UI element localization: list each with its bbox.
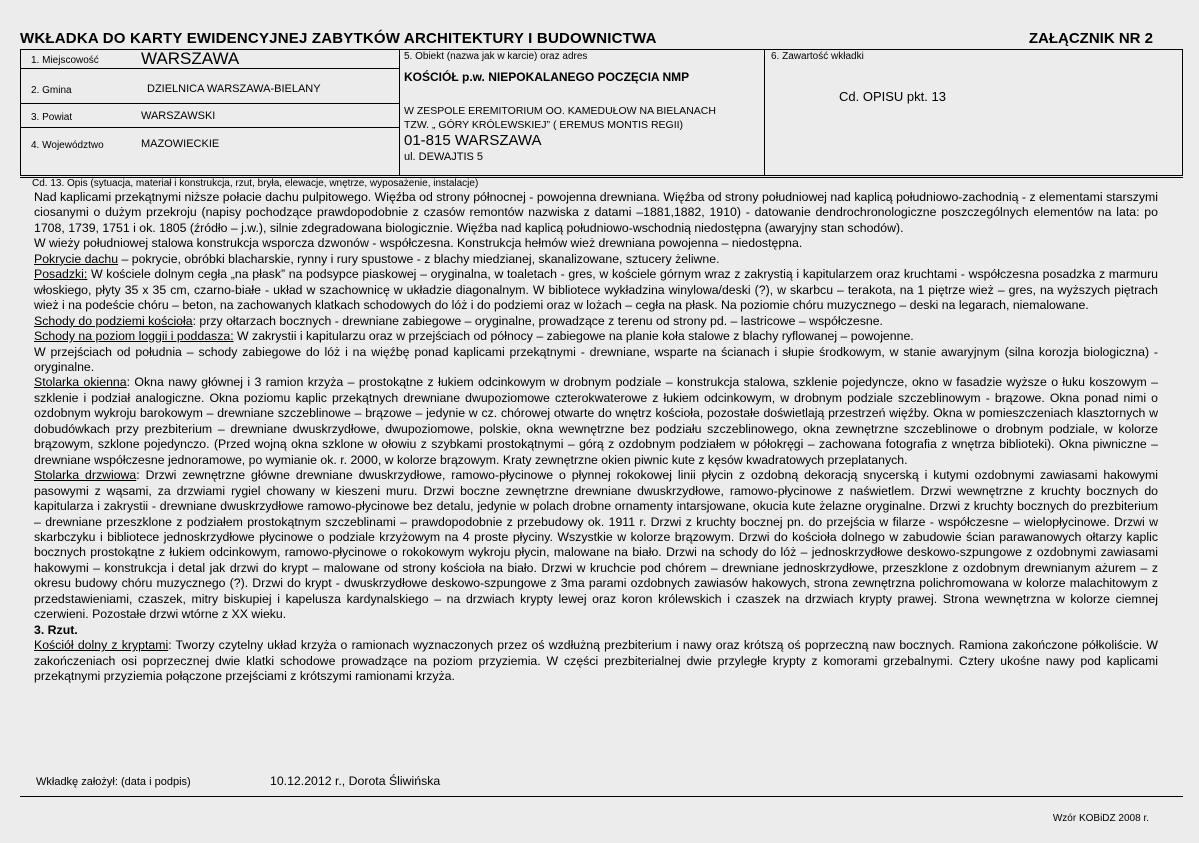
- paragraph: [34, 267, 1158, 313]
- object-column: [399, 50, 765, 175]
- section-heading: Kościół dolny z kryptami: [34, 638, 169, 653]
- miejscowosc-label: 1. Miejscowość: [31, 55, 99, 66]
- section-text: : Drzwi zewnętrzne główne drewniane dwuskrzydłowe, ramowo-płycinowe o płynnej rokokowej linii płycin z ozdobną dekoracją snycerską i kutymi ozdobnymi zawiasami hakowymi pasowymi z wąsami, za drzwiami rygiel chowany w kieszeni muru. Drzwi boczne zewnętrzne drewniane dwuskrzydłowe, ramowo-płycinowe z naświetlem. Drzwi wewnętrzne z kruchty bocznych do kapitularza i zakrystii - drewniane dwuskrzydłowe ramowo-płycinowe bez detalu, jedynie w polach drobne ornamenty intarsjowane, okucia kute żelazne oryginalne. Drzwi z kruchty bocznych do prezbiterium – drewniane przeszklone z podziałem prostokątnym szczeblinami – prawdopodobnie z przebudowy ok. 1911 r. Drzwi z kruchty bocznej pn. do przejścia w filarze - współczesne – wielopłycinowe. Drzwi w skarbczyku i bibliotece jednoskrzydłowe płycinowe o podziale krzyżowym na 4 proste płyciny. Wszystkie w kolorze brązowym. Drzwi do kościoła dolnego w zabudowie ścian parawanowych ołtarzy kaplic bocznych prostokątne z łukiem odcinkowym, ramowo-płycinowe o rokokowym wykroju płycin, malowane na biało. Drzwi na schody do lóż – jednoskrzydłowe deskowo-szpungowe z ozdobnymi zawiasami hakowymi – konstrukcja i detal jak drzwi do krypt – malowane od strony kościoła na biało. Drzwi w kruchcie pod chórem – drewniane jednoskrzydłowe, przeszklone z ozdobnym drewnianym ażurem – z okresu budowy chóru muzycznego (?). Drzwi do krypt - dwuskrzydłowe deskowo-szpungowe z 3ma parami ozdobnych zawiasów hakowych, strona zewnętrzna polichromowana w kolorze malachitowym z przedstawieniami, czaszek, mitry biskupiej i kapelusza kardynalskiego – na drzwiach krypty lewej oraz koron królewskich i czaszek na drzwiach krypty prawej. Strona wewnętrzna w kolorze ciemnej czerwieni. Pozostałe drzwi wtórne z XX wieku.: [34, 468, 1159, 622]
- description-section: [20, 177, 1183, 797]
- powiat-label: 3. Powiat: [31, 112, 73, 123]
- obiekt-desc-1: W ZESPOLE EREMITORIUM OO. KAMEDUŁOW NA BIELANACH: [404, 105, 716, 117]
- obiekt-name: KOŚCIÓŁ p.w. NIEPOKALANEGO POCZĘCIA NMP: [404, 70, 690, 84]
- row-gmina: [21, 69, 399, 104]
- section-text: : przy ołtarzach bocznych - drewniane zabiegowe – oryginalne, prowadzące z terenu od strony pd. – lastricowe – współczesne.: [192, 313, 883, 328]
- obiekt-postal: 01-815 WARSZAWA: [404, 132, 542, 149]
- location-column: [21, 50, 400, 175]
- section-heading: Schody na poziom loggii i poddasza:: [34, 329, 234, 344]
- section-heading: Stolarka okienna: [34, 375, 127, 390]
- section-heading: Posadzki:: [34, 267, 88, 282]
- obiekt-label: 5. Obiekt (nazwa jak w karcie) oraz adres: [404, 51, 588, 62]
- section-text: W kościele dolnym cegła „na płask” na podsypce piaskowej – oryginalna, w toaletach - gres, w kościele górnym wraz z zakrystią i kapitularzem oraz kruchtami - współczesna posadzka z marmuru włoskiego, płyty 35 x 35 cm, czarno-białe - układ w szachownicę w układzie diagonalnym. W bibliotece wykładzina winylowa/deski (?), w skarbcu – terakota, na 1 piętrze wież – gres, na wyższych piętrach wież i na podeście chóru – beton, na zachowanych klatkach schodowych do lóż i do podziemi oraz w lożach – cegła na płask. Na poziomie chóru muzycznego – deski na legarach, niemalowane.: [34, 267, 1158, 313]
- contents-column: [765, 50, 1182, 175]
- section-text: : Okna nawy głównej i 3 ramion krzyża – prostokątne z łukiem odcinkowym w drobnym podziale – konstrukcja stalowa, szklenie pojedyncze, okno w fasadzie wyższe o łuku koszowym – szklenie i podział analogiczne. Okna poziomu kaplic przekątnych drewniane dwupoziomowe czterokwaterowe z łukiem odcinkowym, w drobnym podziale szczeblinowym - brązowe. Okna ponad nimi o ozdobnym wykroju barokowym – drewniane szczeblinowe – brązowe – jedynie w cz. chórowej otwarte do wnętrz kościoła, pozostałe doświetlają przestrzeń więźby. Okna w pomieszczeniach klasztornych w dobudówkach przy prezbiterium – drewniane dwuskrzydłowe, dwupoziomowe, polskie, okna wewnętrzne bez podziału szczeblinowego, okna zewnętrzne szczeblinowe o drobnym podziale, w kolorze brązowym, szklone pojedynczo. (Przed wojną okna szklone w ołowiu z szybkami prostokątnymi – górą z ozdobnym podziałem w półokręgi – zachowana fotografia z wnętrza biblioteki). Okna piwniczne – drewniane współczesne jednoramowe, po wymianie ok. r. 2000, w kolorze brązowym. Kraty zewnętrzne okien piwnic kute z kęsów kwadratowych przeplatanych.: [34, 375, 1159, 467]
- wojewodztwo-label: 4. Województwo: [31, 140, 104, 151]
- zawartosc-label: 6. Zawartość wkładki: [771, 51, 864, 62]
- gmina-label: 2. Gmina: [31, 85, 72, 96]
- miejscowosc-value: WARSZAWA: [141, 49, 240, 68]
- row-miejscowosc: [21, 50, 399, 69]
- paragraph: [34, 252, 1158, 267]
- footer-date-author: 10.12.2012 r., Dorota Śliwińska: [270, 774, 441, 788]
- paragraph: [34, 468, 1158, 623]
- paragraph: [34, 314, 1158, 329]
- footer: [36, 774, 441, 788]
- document-title: WKŁADKA DO KARTY EWIDENCYJNEJ ZABYTKÓW ARCHITEKTURY I BUDOWNICTWA: [20, 30, 657, 47]
- row-powiat: [21, 104, 399, 128]
- paragraph: W wieży południowej stalowa konstrukcja wsporcza dzwonów - współczesna. Konstrukcja hełmów wież drewniana powojenna – niedostępna.: [34, 236, 803, 251]
- zawartosc-value: Cd. OPISU pkt. 13: [839, 89, 946, 104]
- section-text: : Tworzy czytelny układ krzyża o ramionach wyznaczonych przez oś wzdłużną prezbiterium i nawy oraz krótszą oś poprzeczną naw bocznych. Ramiona zakończone półkoliście. W zakończeniach osi poprzecznej dwie klatki schodowe prowadzące na poziom przyziemia. W części prezbiterialnej dwie przyległe krypty z komorami grzebalnymi. Cztery ukośne nawy pod kaplicami przekątnymi przyziemia połączone przejściami z krótszymi ramionami krzyża.: [34, 638, 1158, 684]
- powiat-value: WARSZAWSKI: [141, 110, 216, 122]
- wojewodztwo-value: MAZOWIECKIE: [141, 138, 220, 150]
- paragraph: [34, 638, 1158, 684]
- paragraph: [34, 375, 1158, 468]
- gmina-value: DZIELNICA WARSZAWA-BIELANY: [147, 83, 321, 95]
- section-text: – pokrycie, obróbki blacharskie, rynny i rury spustowe - z blachy miedzianej, skanalizowane, sztucery żeliwne.: [118, 251, 720, 266]
- section-heading: Stolarka drzwiowa: [34, 468, 137, 483]
- paragraph: [34, 329, 1158, 344]
- form-version: Wzór KOBiDZ 2008 r.: [1052, 813, 1149, 824]
- opis-label: Cd. 13. Opis (sytuacja, materiał i konstrukcja, rzut, bryła, elewacje, wnętrze, wyposażenie, instalacje): [32, 178, 479, 189]
- obiekt-street: ul. DEWAJTIS 5: [404, 151, 484, 163]
- paragraph: W przejściach od południa – schody zabiegowe do lóż i na więźbę ponad kaplicami przekątnymi - drewniane, wsparte na ścianach i słupie środkowym, w stanie awaryjnym (silna korozja biologiczna) - oryginalne.: [34, 344, 1158, 374]
- section-heading: Schody do podziemi kościoła: [34, 313, 193, 328]
- footer-label: Wkładkę założył: (data i podpis): [36, 776, 191, 788]
- annex-number: ZAŁĄCZNIK NR 2: [1028, 30, 1153, 47]
- section-text: W zakrystii i kapitularzu oraz w przejściach od północy – zabiegowe na planie koła stalowe z blachy ryflowanej – powojenne.: [233, 329, 914, 344]
- paragraph: Nad kaplicami przekątnymi niższe połacie dachu pulpitowego. Więźba od strony północnej - powojenna drewniana. Więźba od strony południowej nad kaplicą południowo-zachodnią - z elementami starszymi ciosanymi o dużym przekroju (napisy pochodzące prawdopodobnie z czasów remontów nazwiska z datami –1881,1882, 1910) - datowanie dendrochronologiczne poszczególnych elementów na lata: po 1708, 1739, 1751 i ok. 1805 (źródło – j.w.), silnie zdegradowana biologicznie. Więźba nad kaplicą południowo-wschodnią niedostępna (awaryjny stan schodów).: [34, 190, 1158, 235]
- section-heading: Pokrycie dachu: [34, 251, 119, 266]
- obiekt-desc-2: TZW. „ GÓRY KRÓLEWSKIEJ” ( EREMUS MONTIS REGII): [404, 119, 684, 131]
- row-wojewodztwo: [21, 128, 399, 155]
- section-heading: 3. Rzut.: [34, 622, 78, 637]
- description-text: [34, 190, 1158, 685]
- header-table: [20, 49, 1183, 176]
